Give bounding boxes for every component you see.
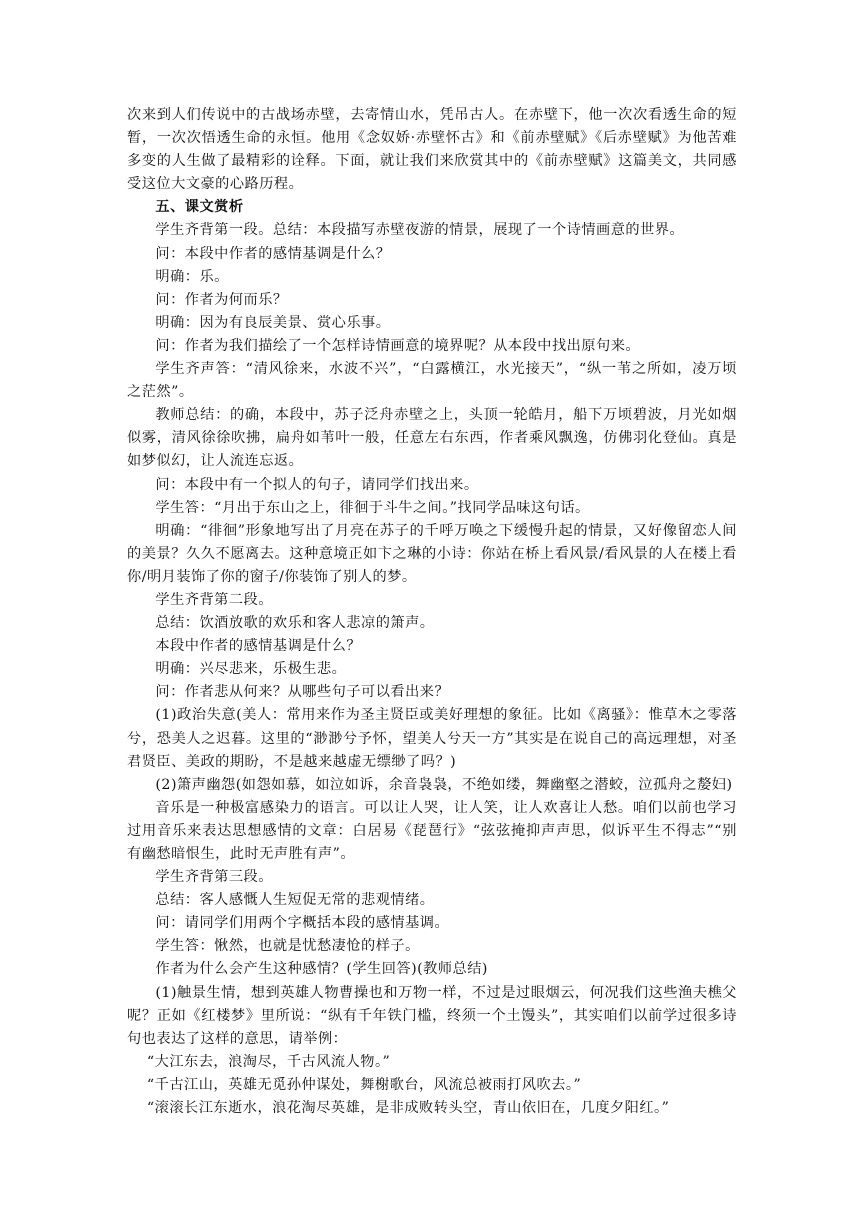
paragraph: 学生齐声答：“清风徐来，水波不兴”，“白露横江，水光接天”，“纵一苇之所如，凌万顷之茫然”。 (127, 361, 737, 401)
quoted-verse: “大江东去，浪淘尽，千古风流人物。” (146, 1053, 391, 1070)
question: 问：作者为我们描绘了一个怎样诗情画意的境界呢？从本段中找出原句来。 (155, 337, 641, 354)
question: 本段中作者的感情基调是什么？ (155, 638, 362, 655)
question: 问：作者悲从何来？从哪些句子可以看出来？ (155, 684, 450, 701)
document-page (127, 104, 737, 1120)
paragraph: 学生齐背第二段。 (155, 591, 273, 608)
answer: 明确：兴尽悲来，乐极生悲。 (155, 661, 347, 678)
paragraph: 学生齐背第三段。 (155, 869, 273, 886)
section-heading-text-analysis: 五、课文赏析 (155, 199, 244, 216)
paragraph: 学生答：“月出于东山之上，徘徊于斗牛之间。”找同学品味这句话。 (155, 499, 590, 516)
question: 问：请同学们用两个字概括本段的感情基调。 (155, 915, 450, 932)
paragraph: 学生齐背第一段。总结：本段描写赤壁夜游的情景，展现了一个诗情画意的世界。 (155, 222, 685, 239)
question: 作者为什么会产生这种感情？(学生回答)(教师总结) (155, 961, 488, 978)
paragraph-intro-continued: 次来到人们传说中的古战场赤壁，去寄情山水，凭吊古人。在赤壁下，他一次次看透生命的短暂，一次次悟透生命的永恒。他用《念奴娇·赤壁怀古》和《前赤壁赋》《后赤壁赋》为他苦难多变的人生做了最精彩的诠释。下面，就让我们来欣赏其中的《前赤壁赋》这篇美文，共同感受这位大文豪的心路历程。 (127, 107, 737, 193)
list-item: (1)触景生情，想到英雄人物曹操也和万物一样，不过是过眼烟云，何况我们这些渔夫樵父呢？正如《红楼梦》里所说：“纵有千年铁门槛，终须一个土馒头”，其实咱们以前学过很多诗句也表达了这样的意思，请举例： (127, 984, 737, 1047)
list-item: (2)箫声幽怨(如怨如慕，如泣如诉，余音袅袅，不绝如缕，舞幽壑之潜蛟，泣孤舟之嫠妇) (155, 776, 733, 793)
paragraph: 音乐是一种极富感染力的语言。可以让人哭，让人笑，让人欢喜让人愁。咱们以前也学习过用音乐来表达思想感情的文章：白居易《琵琶行》“弦弦掩抑声声思，似诉平生不得志”“别有幽愁暗恨生，此时无声胜有声”。 (127, 799, 737, 862)
answer: 明确：乐。 (155, 268, 229, 285)
teacher-summary: 教师总结：的确，本段中，苏子泛舟赤壁之上，头顶一轮皓月，船下万顷碧波，月光如烟似雾，清风徐徐吹拂，扁舟如苇叶一般，任意左右东西，作者乘风飘逸，仿佛羽化登仙。真是如梦似幻，让人流连忘返。 (127, 407, 737, 470)
question: 问：作者为何而乐？ (155, 291, 288, 308)
question: 问：本段中有一个拟人的句子，请同学们找出来。 (155, 476, 479, 493)
answer: 明确：“徘徊”形象地写出了月亮在苏子的千呼万唤之下缓慢升起的情景，又好像留恋人间的美景？久久不愿离去。这种意境正如卞之琳的小诗：你站在桥上看风景/看风景的人在楼上看你/明月装饰了你的窗子/你装饰了别人的梦。 (127, 522, 737, 585)
list-item: (1)政治失意(美人：常用来作为圣主贤臣或美好理想的象征。比如《离骚》：惟草木之零落兮，恐美人之迟暮。这里的“渺渺兮予怀，望美人兮天一方”其实是在说自己的高远理想，对圣君贤臣、美政的期盼，不是越来越虚无缥缈了吗？) (127, 707, 737, 770)
answer: 明确：因为有良辰美景、赏心乐事。 (155, 314, 391, 331)
quoted-verse: “千古江山，英雄无觅孙仲谋处，舞榭歌台，风流总被雨打风吹去。” (146, 1076, 582, 1093)
answer: 学生答：愀然，也就是忧愁凄怆的样子。 (155, 938, 420, 955)
summary: 总结：饮酒放歌的欢乐和客人悲凉的箫声。 (155, 615, 435, 632)
quoted-verse: “滚滚长江东逝水，浪花淘尽英雄，是非成败转头空，青山依旧在，几度夕阳红。” (146, 1100, 670, 1117)
question: 问：本段中作者的感情基调是什么？ (155, 245, 391, 262)
summary: 总结：客人感慨人生短促无常的悲观情绪。 (155, 892, 435, 909)
